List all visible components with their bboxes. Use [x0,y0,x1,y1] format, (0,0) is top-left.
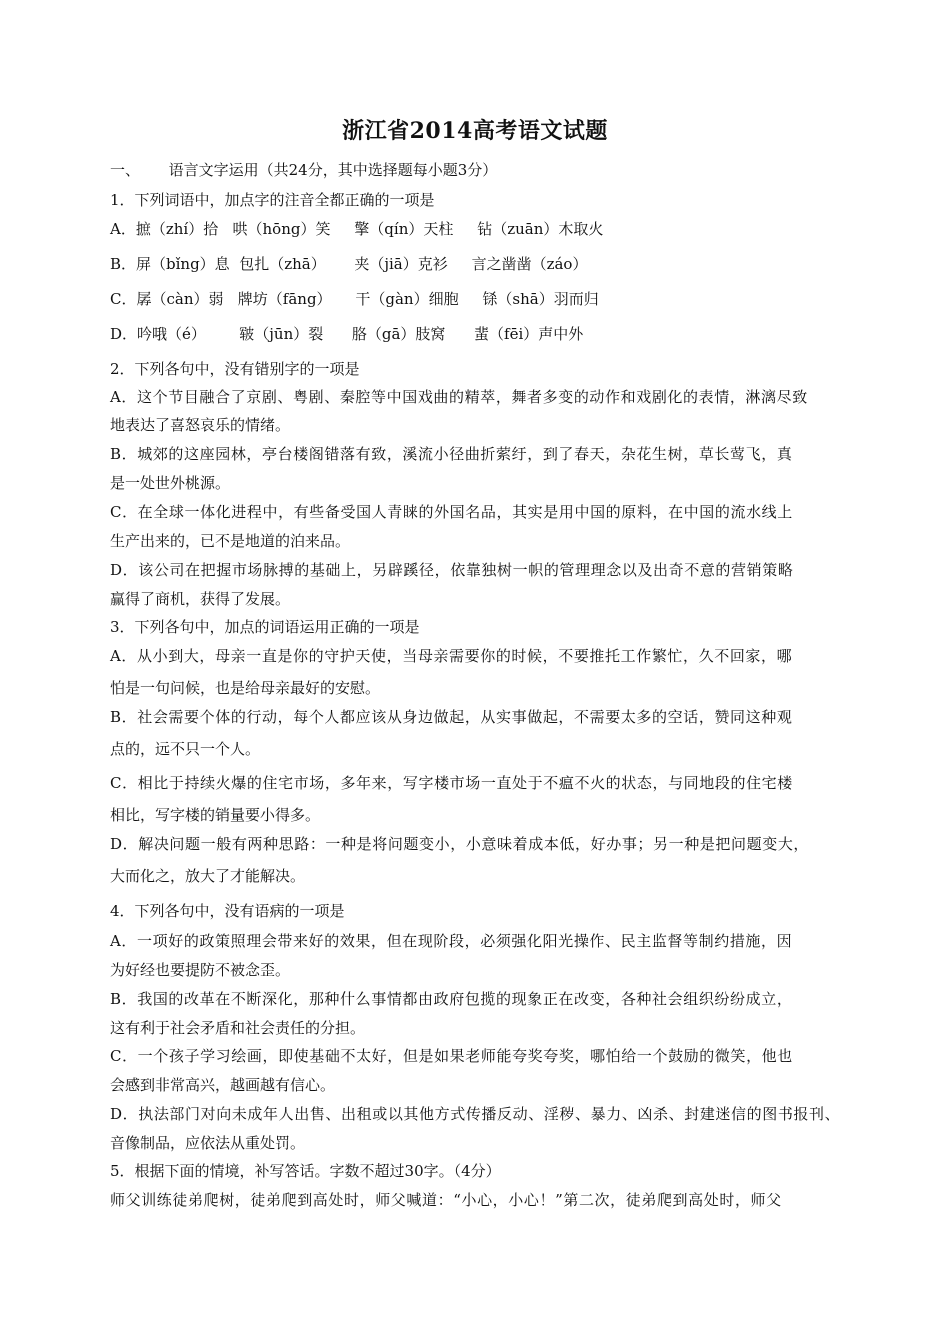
question-2-option-d-line-1: D．该公司在把握市场脉搏的基础上，另辟蹊径，依靠独树一帜的管理理念以及出奇不意的营销策略 [110,561,794,579]
question-4-option-b-line-2: 这有利于社会矛盾和社会责任的分担。 [110,1019,366,1037]
question-4-stem: 4．下列各句中，没有语病的一项是 [110,902,345,920]
question-3-option-d-line-2: 大而化之，放大了才能解决。 [110,867,306,885]
question-5-stem: 5．根据下面的情境，补写答话。字数不超过30字。（4分） [110,1162,501,1180]
question-5-passage-line-1: 师父训练徒弟爬树，徒弟爬到高处时，师父喊道：“小心，小心！”第二次，徒弟爬到高处时，师父 [110,1191,782,1209]
question-2-option-b-line-2: 是一处世外桃源。 [110,474,231,492]
question-2-option-c-line-1: C．在全球一体化进程中，有些备受国人青睐的外国名品，其实是用中国的原料，在中国的流水线上 [110,503,793,521]
question-4-option-c-line-2: 会感到非常高兴，越画越有信心。 [110,1076,336,1094]
question-2-option-c-line-2: 生产出来的，已不是地道的泊来品。 [110,532,351,550]
question-3-option-c-line-2: 相比，写字楼的销量要小得多。 [110,806,321,824]
question-2-option-b-line-1: B．城郊的这座园林，亭台楼阁错落有致，溪流小径曲折萦纡，到了春天，杂花生树，草长莺飞，真 [110,445,793,463]
question-4-option-a-line-2: 为好经也要提防不被念歪。 [110,961,291,979]
question-3-option-b-line-2: 点的，远不只一个人。 [110,740,261,758]
question-3-option-c-line-1: C．相比于持续火爆的住宅市场，多年来，写字楼市场一直处于不瘟不火的状态，与同地段的住宅楼 [110,774,793,792]
question-2-stem: 2．下列各句中，没有错别字的一项是 [110,360,360,378]
question-1-stem: 1．下列词语中，加点字的注音全都正确的一项是 [110,191,435,209]
question-1-option-c: C．孱（càn）弱 牌坊（fāng） 干（gàn）细胞 铩（shā）羽而归 [110,290,599,308]
question-3-option-a-line-2: 怕是一句问候，也是给母亲最好的安慰。 [110,679,381,697]
question-4-option-a-line-1: A．一项好的政策照理会带来好的效果，但在现阶段，必须强化阳光操作、民主监督等制约措施，因 [110,932,793,950]
question-3-stem: 3．下列各句中，加点的词语运用正确的一项是 [110,618,420,636]
question-4-option-d-line-2: 音像制品，应依法从重处罚。 [110,1134,306,1152]
question-4-option-d-line-1: D．执法部门对向未成年人出售、出租或以其他方式传播反动、淫秽、暴力、凶杀、封建迷信的图书报刊、 [110,1105,841,1123]
question-2-option-d-line-2: 赢得了商机，获得了发展。 [110,590,291,608]
question-3-option-b-line-1: B．社会需要个体的行动，每个人都应该从身边做起，从实事做起，不需要太多的空话，赞同这种观 [110,708,793,726]
question-4-option-b-line-1: B．我国的改革在不断深化，那种什么事情都由政府包揽的现象正在改变，各种社会组织纷纷成立， [110,990,793,1008]
question-2-option-a-line-1: A．这个节目融合了京剧、粤剧、秦腔等中国戏曲的精萃，舞者多变的动作和戏剧化的表情，淋漓尽致 [110,388,808,406]
question-3-option-a-line-1: A．从小到大，母亲一直是你的守护天使，当母亲需要你的时候，不要推托工作繁忙，久不回家，哪 [110,647,793,665]
question-1-option-a: A．摭（zhí）拾 哄（hōng）笑 擎（qín）天柱 钻（zuān）木取火 [110,220,604,238]
document-title: 浙江省2014高考语文试题 [342,118,608,144]
question-3-option-d-line-1: D．解决问题一般有两种思路：一种是将问题变小，小意味着成本低，好办事；另一种是把问题变大， [110,835,810,853]
question-4-option-c-line-1: C．一个孩子学习绘画，即使基础不太好，但是如果老师能夸奖夸奖，哪怕给一个鼓励的微笑，他也 [110,1047,793,1065]
question-1-option-d: D．吟哦（é） 皲（jūn）裂 胳（gā）肢窝 蜚（fēi）声中外 [110,325,584,343]
question-1-option-b: B．屏（bǐng）息 包扎（zhā） 夹（jiā）克衫 言之凿凿（záo） [110,255,588,273]
section-heading: 一、 语言文字运用（共24分，其中选择题每小题3分） [110,161,498,179]
question-2-option-a-line-2: 地表达了喜怒哀乐的情绪。 [110,416,291,434]
